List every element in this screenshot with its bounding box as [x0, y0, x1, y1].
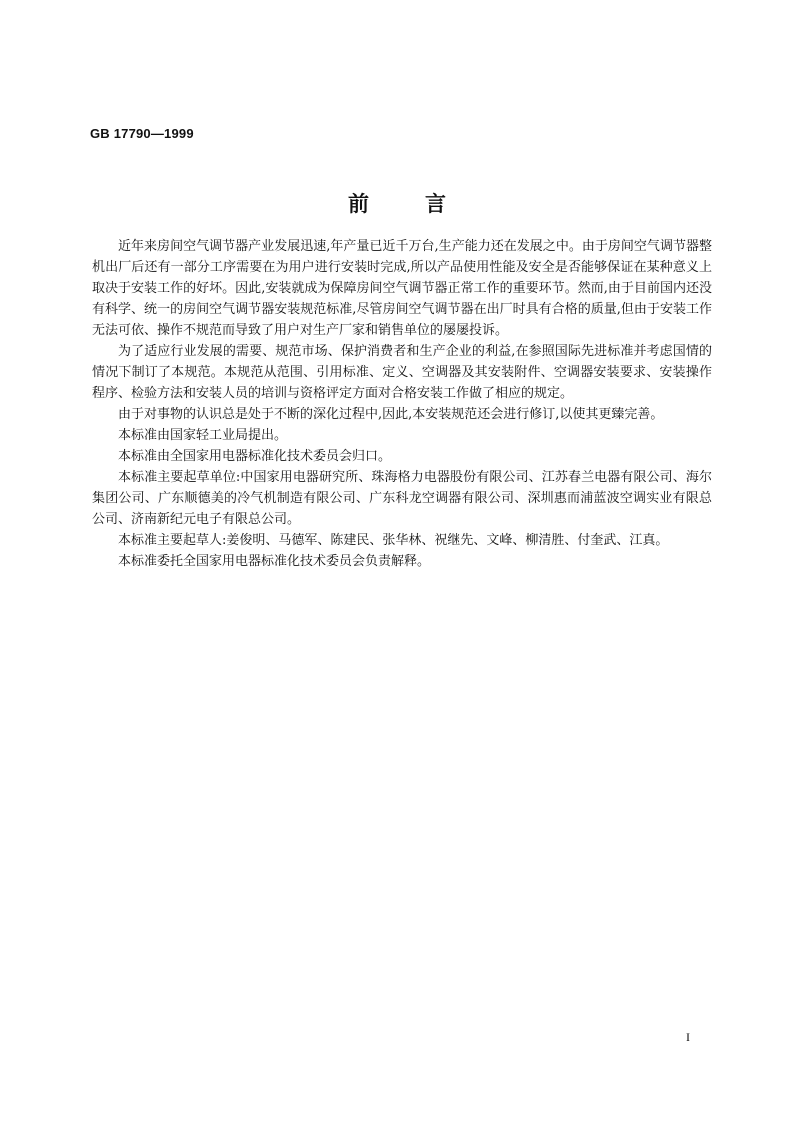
paragraph-intro: 近年来房间空气调节器产业发展迅速,年产量已近千万台,生产能力还在发展之中。由于房间空气调节器整机出厂后还有一部分工序需要在为用户进行安装时完成,所以产品使用性能及安全是否能够保证在某种意义上取决于安装工作的好坏。因此,安装就成为保障房间空气调节器正常工作的重要环节。然而,由于目前国内还没有科学、统一的房间空气调节器安装规范标准,尽管房间空气调节器在出厂时具有合格的质量,但由于安装工作无法可依、操作不规范而导致了用户对生产厂家和销售单位的屡屡投诉。	[92, 239, 712, 338]
page-title: 前言	[348, 192, 502, 216]
body-text	[92, 236, 712, 572]
paragraph-interpretation: 本标准委托全国家用电器标准化技术委员会负责解释。	[118, 554, 431, 569]
page-number: I	[686, 1030, 690, 1044]
standard-code: GB 17790—1999	[90, 126, 194, 141]
paragraph-revision: 由于对事物的认识总是处于不断的深化过程中,因此,本安装规范还会进行修订,以使其更臻完善。	[118, 407, 664, 422]
paragraph-purpose: 为了适应行业发展的需要、规范市场、保护消费者和生产企业的利益,在参照国际先进标准并考虑国情的情况下制订了本规范。本规范从范围、引用标准、定义、空调器及其安装附件、空调器安装要求、安装操作程序、检验方法和安装人员的培训与资格评定方面对合格安装工作做了相应的规定。	[92, 344, 712, 401]
paragraph-responsible-committee: 本标准由全国家用电器标准化技术委员会归口。	[118, 449, 392, 464]
paragraph-drafting-units: 本标准主要起草单位:中国家用电器研究所、珠海格力电器股份有限公司、江苏春兰电器有限公司、海尔集团公司、广东顺德美的冷气机制造有限公司、广东科龙空调器有限公司、深圳惠而浦蓝波空调实业有限总公司、济南新纪元电子有限总公司。	[92, 470, 712, 527]
paragraph-drafters: 本标准主要起草人:姜俊明、马德军、陈建民、张华林、祝继先、文峰、柳清胜、付奎武、江真。	[118, 533, 669, 548]
paragraph-proposer: 本标准由国家轻工业局提出。	[118, 428, 288, 443]
